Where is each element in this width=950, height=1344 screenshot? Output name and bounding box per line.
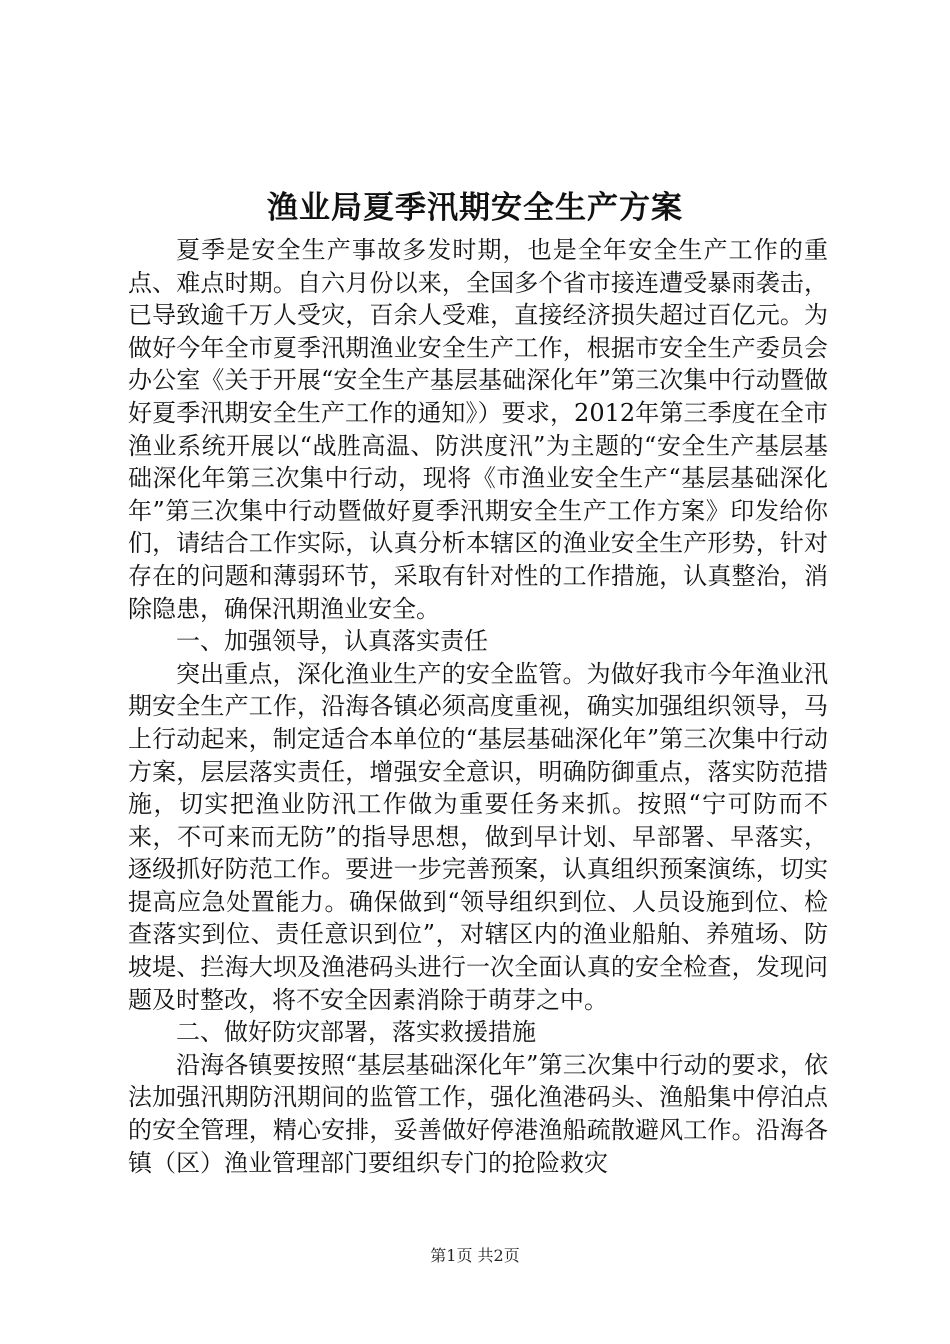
- section-2-paragraph: 沿海各镇要按照“基层基础深化年”第三次集中行动的要求，依法加强汛期防汛期间的监管工作，强化渔港码头、渔船集中停泊点的安全管理，精心安排，妥善做好停港渔船疏散避风工作。沿海各镇（区）渔业管理部门要组织专门的抢险救灾: [128, 1050, 828, 1177]
- document-title: 渔业局夏季汛期安全生产方案: [267, 190, 683, 226]
- section-1-paragraph: 突出重点，深化渔业生产的安全监管。为做好我市今年渔业汛期安全生产工作，沿海各镇必须高度重视，确实加强组织领导，马上行动起来，制定适合本单位的“基层基础深化年”第三次集中行动方案，层层落实责任，增强安全意识，明确防御重点，落实防范措施，切实把渔业防汛工作做为重要任务来抓。按照“宁可防而不来，不可来而无防”的指导思想，做到早计划、早部署、早落实，逐级抓好防范工作。要进一步完善预案，认真组织预案演练，切实提高应急处置能力。确保做到“领导组织到位、人员设施到位、检查落实到位、责任意识到位”，对辖区内的渔业船舶、养殖场、防坡堤、拦海大坝及渔港码头进行一次全面认真的安全检查，发现问题及时整改，将不安全因素消除于萌芽之中。: [128, 659, 828, 1014]
- page-number-footer: 第1页 共2页: [430, 1246, 520, 1265]
- document-body: [128, 234, 828, 1179]
- intro-paragraph: 夏季是安全生产事故多发时期，也是全年安全生产工作的重点、难点时期。自六月份以来，全国多个省市接连遭受暴雨袭击，已导致逾千万人受灾，百余人受难，直接经济损失超过百亿元。为做好今年全市夏季汛期渔业安全生产工作，根据市安全生产委员会办公室《关于开展“安全生产基层基础深化年”第三次集中行动暨做好夏季汛期安全生产工作的通知》）要求，2012年第三季度在全市渔业系统开展以“战胜高温、防洪度汛”为主题的“安全生产基层基础深化年第三次集中行动，现将《市渔业安全生产“基层基础深化年”第三次集中行动暨做好夏季汛期安全生产工作方案》印发给你们，请结合工作实际，认真分析本辖区的渔业安全生产形势，针对存在的问题和薄弱环节，采取有针对性的工作措施，认真整治，消除隐患，确保汛期渔业安全。: [128, 236, 828, 623]
- section-heading-2: 二、做好防灾部署，落实救援措施: [176, 1018, 536, 1047]
- section-heading-1: 一、加强领导，认真落实责任: [176, 627, 488, 656]
